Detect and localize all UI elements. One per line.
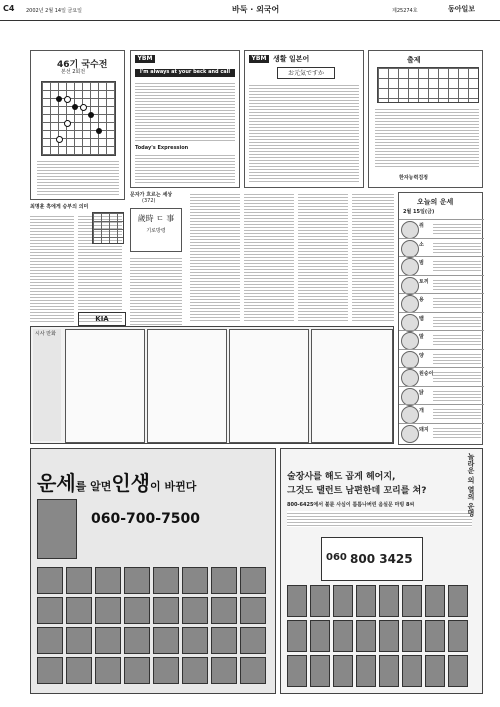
cartoon-panel-4 [311, 329, 393, 443]
advisor-photo [66, 567, 92, 594]
advisor-photo [287, 620, 307, 652]
ad-photo [37, 499, 77, 559]
advisor-photo [66, 657, 92, 684]
fortune-sign-label: 원숭이 [419, 371, 434, 377]
zodiac-icon [401, 295, 419, 313]
advisor-photo [240, 567, 266, 594]
fortune-sign-label: 뱀 [419, 315, 424, 322]
baduk-title: 46기 국수전 [57, 60, 108, 70]
fortune-ad [30, 448, 276, 694]
advisor-photo [356, 655, 376, 687]
advisor-photo [211, 597, 237, 624]
issue-number: 제25274호 [392, 8, 418, 14]
advisor-photo [425, 620, 445, 652]
fortune-sign-label: 토끼 [419, 278, 429, 285]
ad-headline-b: 를 알면 [75, 480, 112, 493]
advisor-photo [287, 585, 307, 617]
ad2-headline-2: 그것도 탤런트 남편한데 꼬리를 쳐? [287, 486, 427, 496]
hanja-notes [130, 256, 182, 326]
advisor-photo [95, 627, 121, 654]
advisor-photo [240, 627, 266, 654]
advisor-photo [211, 627, 237, 654]
fortune-date: 2월 15일(금) [403, 209, 435, 215]
fortune-row [399, 219, 484, 238]
black-stone [88, 112, 94, 118]
ad2-advisor-grid [287, 585, 475, 689]
advisor-photo [379, 655, 399, 687]
black-stone [72, 104, 78, 110]
advisor-photo [356, 620, 376, 652]
fortune-row [399, 312, 484, 331]
zodiac-icon [401, 351, 419, 369]
zodiac-icon [401, 221, 419, 239]
cartoon-panel-1 [65, 329, 145, 443]
ybm-japanese-panel [244, 50, 364, 188]
hanja-number: (372) [142, 198, 156, 204]
fortune-text [433, 333, 481, 347]
advisor-photo [310, 655, 330, 687]
advisor-photo [425, 585, 445, 617]
ybm-english-expressions [135, 153, 235, 183]
advisor-photo [182, 657, 208, 684]
baduk-panel [30, 50, 125, 200]
go-board [41, 81, 116, 156]
advisor-photo [124, 627, 150, 654]
fortune-text [433, 241, 481, 255]
ybm-english-panel [130, 50, 240, 188]
ad-headline-a: 운세 [37, 471, 76, 495]
puzzle-clues [375, 107, 479, 169]
fortune-text [433, 222, 481, 236]
advisor-photo [37, 567, 63, 594]
black-stone [56, 96, 62, 102]
advisor-photo [37, 657, 63, 684]
advisor-photo [66, 597, 92, 624]
ybm-english-headline: I'm always at your beck and call [135, 69, 235, 77]
ad-advisor-grid [37, 567, 269, 689]
cartoon-caption: 시사 만화 [35, 331, 56, 337]
advisor-photo [95, 597, 121, 624]
advisor-photo [95, 567, 121, 594]
advisor-photo [379, 620, 399, 652]
ad2-phone-number: 800 3425 [350, 552, 413, 566]
ad2-headline-1: 술장사를 해도 곱게 헤어지, [287, 472, 396, 482]
cartoon-panel-3 [229, 329, 309, 443]
advisor-photo [448, 620, 468, 652]
advisor-photo [402, 655, 422, 687]
baduk-caption: 최명훈 흑에게 승부의 의미 [30, 204, 89, 210]
advisor-photo [448, 585, 468, 617]
ybm-jp-logo: YBM [249, 55, 269, 63]
advisor-photo [310, 585, 330, 617]
ybm-jp-title: 생활 일본어 [273, 55, 310, 63]
advisor-photo [153, 567, 179, 594]
fortune-text [433, 315, 481, 329]
section-title: 바둑 · 외국어 [232, 5, 280, 14]
hanja-column-4 [352, 192, 394, 322]
advisor-photo [211, 657, 237, 684]
hanja-title: 문자가 흐르는 세상 [130, 192, 173, 198]
fortune-row [399, 330, 484, 349]
fortune-row [399, 386, 484, 405]
advisor-photo [124, 657, 150, 684]
fortune-row [399, 367, 484, 386]
hanja-column-3 [298, 192, 348, 322]
advisor-photo [124, 597, 150, 624]
white-stone [80, 104, 87, 111]
advisor-photo [182, 597, 208, 624]
fortune-sign-label: 말 [419, 334, 424, 340]
ad-headline [37, 467, 196, 496]
baduk-column-1 [30, 214, 74, 322]
advisor-photo [37, 597, 63, 624]
white-stone [56, 136, 63, 143]
ad-headline-c: 인생 [111, 471, 150, 495]
kia-logo: KIA [78, 312, 126, 326]
ad2-phone-box [321, 537, 423, 581]
zodiac-icon [401, 240, 419, 258]
advisor-photo [95, 657, 121, 684]
ybm-logo: YBM [135, 55, 155, 63]
fortune-row [399, 238, 484, 257]
ybm-english-expression-label: Today's Expression [135, 145, 189, 151]
fortune-text [433, 407, 481, 421]
advisor-photo [287, 655, 307, 687]
ad2-vertical-title: 놀라운 의 열의 운명 [467, 453, 475, 517]
fortune-row [399, 404, 484, 423]
fortune-sign-label: 양 [419, 352, 424, 359]
fortune-sign-label: 개 [419, 408, 424, 414]
hanja-column-1 [190, 192, 240, 322]
white-stone [64, 120, 71, 127]
cartoon-label [33, 329, 61, 441]
zodiac-icon [401, 332, 419, 350]
white-stone [64, 96, 71, 103]
advisor-photo [379, 585, 399, 617]
advisor-photo [153, 657, 179, 684]
advisor-photo [333, 620, 353, 652]
baduk-notes [37, 159, 119, 197]
advisor-photo [448, 655, 468, 687]
fortune-text [433, 296, 481, 310]
ad-headline-d: 이 바뀐다 [150, 480, 197, 493]
advisor-photo [402, 585, 422, 617]
ad2-body [287, 511, 472, 527]
fortune-row [399, 423, 484, 442]
puzzle-panel [368, 50, 483, 188]
advisor-photo [153, 627, 179, 654]
drama-ad [280, 448, 483, 694]
ybm-jp-body [249, 83, 359, 183]
advisor-photo [356, 585, 376, 617]
zodiac-icon [401, 258, 419, 276]
issue-date: 2002년 2월 14일 금요일 [26, 8, 83, 14]
advisor-photo [153, 597, 179, 624]
fortune-text [433, 370, 481, 384]
newspaper-name: 동아일보 [448, 5, 476, 13]
fortune-row [399, 256, 484, 275]
fortune-row [399, 293, 484, 312]
advisor-photo [66, 627, 92, 654]
ad2-phone-prefix: 060 [326, 552, 347, 563]
ybm-jp-phrase: お元気ですか [277, 67, 335, 79]
cartoon-panel-2 [147, 329, 227, 443]
advisor-photo [333, 655, 353, 687]
fortune-text [433, 278, 481, 292]
hanja-reading: 기로방령 [146, 228, 166, 234]
fortune-text [433, 426, 481, 440]
fortune-sign-label: 용 [419, 297, 424, 303]
fortune-panel [398, 192, 483, 445]
ad-phone-number: 060-700-7500 [91, 511, 201, 527]
puzzle-footer: 한자능력검정 [399, 175, 428, 181]
puzzle-grid [377, 67, 479, 103]
fortune-sign-label: 범 [419, 260, 424, 266]
fortune-text [433, 389, 481, 403]
advisor-photo [182, 627, 208, 654]
advisor-photo [240, 597, 266, 624]
advisor-photo [310, 620, 330, 652]
advisor-photo [333, 585, 353, 617]
advisor-photo [182, 567, 208, 594]
advisor-photo [37, 627, 63, 654]
hanja-column-2 [244, 192, 294, 322]
page-header [0, 0, 500, 21]
fortune-sign-label: 닭 [419, 389, 424, 396]
go-diagram-small [92, 212, 124, 244]
fortune-row [399, 349, 484, 368]
advisor-photo [402, 620, 422, 652]
fortune-title: 오늘의 운세 [417, 198, 454, 206]
advisor-photo [124, 567, 150, 594]
zodiac-icon [401, 406, 419, 424]
black-stone [96, 128, 102, 134]
zodiac-icon [401, 277, 419, 295]
fortune-text [433, 352, 481, 366]
hanja-panel [130, 192, 185, 322]
zodiac-icon [401, 425, 419, 443]
puzzle-title: 출제 [407, 56, 421, 64]
advisor-photo [240, 657, 266, 684]
advisor-photo [211, 567, 237, 594]
fortune-list [399, 219, 484, 441]
page-number: C4 [3, 4, 15, 13]
advisor-photo [425, 655, 445, 687]
fortune-sign-label: 쥐 [419, 223, 424, 229]
hanja-box [130, 208, 182, 252]
fortune-row [399, 275, 484, 294]
ad2-subline: 800-6425에서 불륜 사심이 틈틈나버린 음실문 마빙 8씨 [287, 502, 415, 508]
fortune-sign-label: 소 [419, 241, 424, 248]
zodiac-icon [401, 369, 419, 387]
zodiac-icon [401, 314, 419, 332]
ybm-english-body [135, 81, 235, 141]
zodiac-icon [401, 388, 419, 406]
fortune-text [433, 259, 481, 273]
baduk-subtitle: 본선 2회전 [61, 69, 86, 75]
fortune-sign-label: 돼지 [419, 426, 429, 433]
cartoon-strip [30, 326, 394, 444]
hanja-characters: 歲時 ㄷ 事 [137, 214, 175, 223]
